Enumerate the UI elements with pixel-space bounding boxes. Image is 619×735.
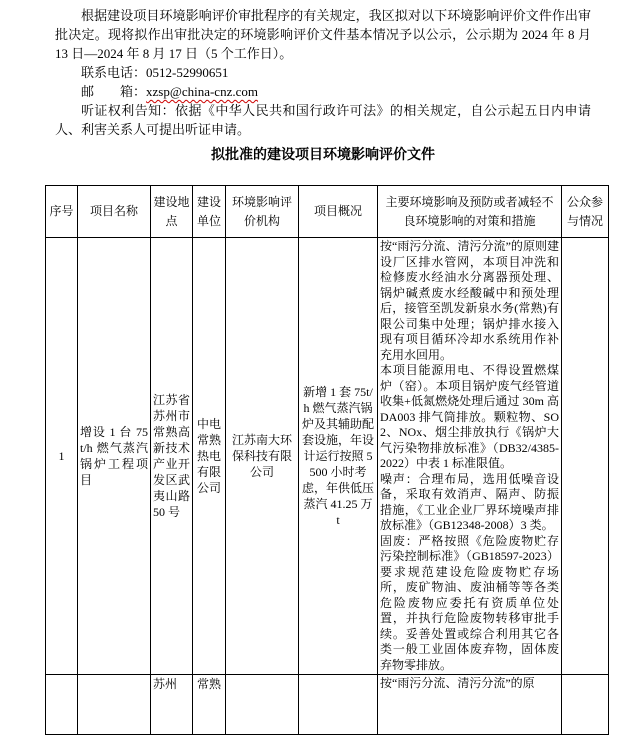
cell-index — [46, 675, 78, 735]
cell-location: 苏州 — [151, 675, 193, 735]
table-row-partial — [46, 675, 609, 735]
cell-project-name — [78, 675, 151, 735]
hearing-notice: 听证权利告知：依据《中华人民共和国行政许可法》的相关规定，自公示起五日内申请人、利害关系人可提出听证申请。 — [55, 103, 591, 137]
cell-project-name: 增设 1 台 75t/h 燃气蒸汽锅炉工程项目 — [78, 238, 151, 675]
header-location: 建设地点 — [151, 186, 193, 238]
header-measures: 主要环境影响及预防或者减轻不良环境影响的对策和措施 — [378, 186, 562, 238]
cell-agency — [226, 675, 299, 735]
contact-phone-line — [55, 63, 591, 82]
cell-overview — [299, 675, 378, 735]
phone-label: 联系电话： — [81, 65, 147, 80]
table-title: 拟批准的建设项目环境影响评价文件 — [211, 148, 435, 163]
contact-email-line — [55, 82, 591, 101]
table-row — [46, 238, 609, 675]
cell-agency: 江苏南大环保科技有限公司 — [226, 238, 299, 675]
header-project-name: 项目名称 — [78, 186, 151, 238]
cell-public-participation — [562, 238, 609, 675]
cell-public-participation — [562, 675, 609, 735]
phone-number: 0512-52990651 — [146, 65, 229, 80]
cell-measures: 按“雨污分流、清污分流”的原 — [378, 675, 562, 735]
header-agency: 环境影响评价机构 — [226, 186, 299, 238]
cell-location: 江苏省苏州市常熟高新技术产业开发区武夷山路 50 号 — [151, 238, 193, 675]
header-public-participation: 公众参与情况 — [562, 186, 609, 238]
intro-paragraph: 根据建设项目环境影响评价审批程序的有关规定，我区拟对以下环境影响评价文件作出审批决定。现将拟作出审批决定的环境影响评价文件基本情况予以公示，公示期为 2024 年 8 月 13 日—2024 年 8 月 17 日（5 个工作日）。 — [55, 8, 591, 61]
header-overview: 项目概况 — [299, 186, 378, 238]
email-address: xzsp@china-cnz.com — [146, 84, 258, 99]
cell-unit: 常熟 — [193, 675, 226, 735]
measures-air: 本项目能源用电、不得设置燃煤炉（窑）。本项目锅炉废气经管道收集+低氮燃烧处理后通过 30m 高 DA003 排气筒排放。颗粒物、SO2、NOx、烟尘排放执行《锅炉大气污染物排放标准》（DB32/4385-2022）中表 1 标准限值。 — [380, 363, 559, 470]
cell-index: 1 — [46, 238, 78, 675]
cell-measures — [378, 238, 562, 675]
measures-water: 按“雨污分流、清污分流”的原则建设厂区排水管网，本项目冲洗和检修废水经油水分离器预处理、锅炉碱煮废水经酸碱中和预处理后，接管至凯发新泉水务(常熟)有限公司集中处理；锅炉排水接入现有项目循环冷却水系统用作补充用水回用。 — [380, 239, 559, 362]
email-label: 邮 箱： — [81, 84, 147, 99]
header-unit: 建设单位 — [193, 186, 226, 238]
cell-unit: 中电常熟热电有限公司 — [193, 238, 226, 675]
header-index: 序号 — [46, 186, 78, 238]
measures-noise: 噪声：合理布局，选用低噪音设备，采取有效消声、隔声、防振措施，《工业企业厂界环境噪声排放标准》（GB12348-2008）3 类。 — [380, 471, 559, 532]
cell-overview: 新增 1 套 75t/h 燃气蒸汽锅炉及其辅助配套设施，年设计运行按照 5500 小时考虑，年供低压蒸汽 41.25 万 t — [299, 238, 378, 675]
table-header-row — [46, 186, 609, 238]
approval-table — [45, 185, 609, 735]
measures-solid-waste: 固废：严格按照《危险废物贮存污染控制标准》（GB18597-2023）要求规范建设危险废物贮存场所，废矿物油、废油桶等等各类危险废物应委托有资质单位处置，并执行危险废物转移审批手续。妥善处置或综合利用其它各类一般工业固体废弃物，固体废弃物零排放。 — [380, 533, 559, 672]
intro-text-block — [0, 0, 619, 165]
